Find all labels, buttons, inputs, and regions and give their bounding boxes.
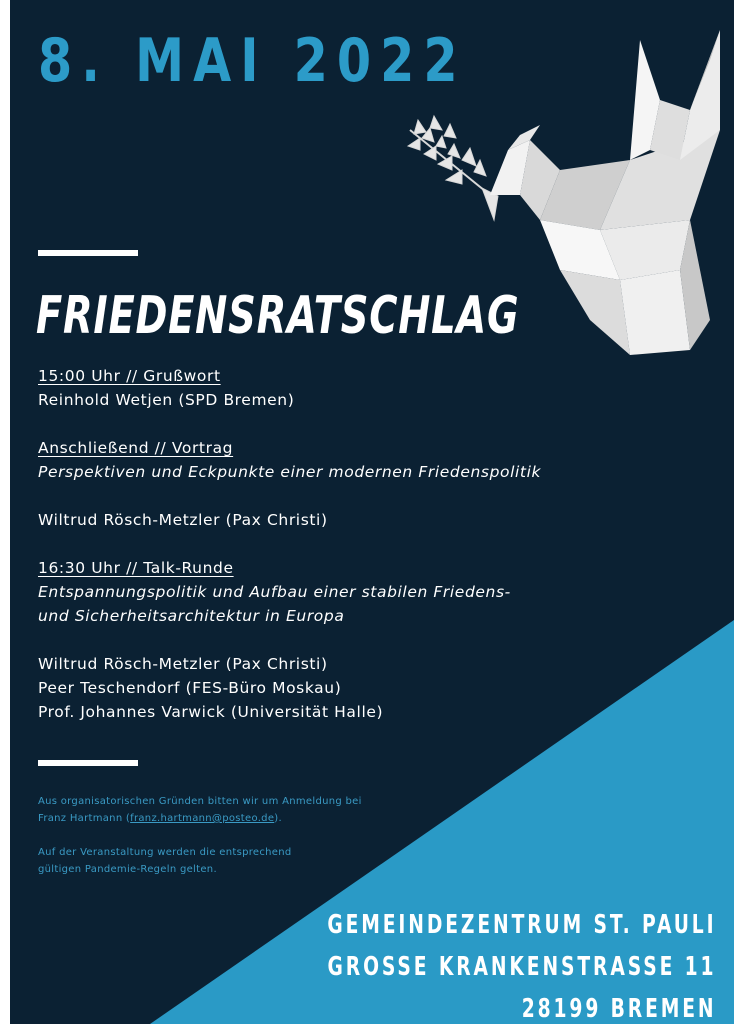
venue-name: GEMEINDEZENTRUM ST. PAULI: [326, 910, 716, 940]
agenda-item3-heading: 16:30 Uhr // Talk-Runde: [38, 559, 234, 577]
agenda-item1-speaker: Reinhold Wetjen (SPD Bremen): [38, 391, 295, 409]
venue-address: [176, 904, 716, 1024]
agenda-item3-topic-line2: und Sicherheitsarchitektur in Europa: [38, 607, 345, 625]
notes-line3: Auf der Veranstaltung werden die entsprechend: [38, 847, 292, 858]
divider-bar-bottom: [38, 760, 138, 766]
agenda-item2-heading: Anschließend // Vortrag: [38, 439, 234, 457]
venue-street: GROSSE KRANKENSTRASSE 11: [327, 952, 716, 982]
agenda-item2-topic: Perspektiven und Eckpunkte einer modernen Friedenspolitik: [38, 463, 542, 481]
notes-line4: gültigen Pandemie-Regeln gelten.: [38, 864, 217, 875]
olive-branch-icon: [408, 116, 498, 220]
poster: [10, 0, 734, 1024]
notes-line2: [38, 810, 458, 827]
notes-line2-suffix: ).: [274, 813, 282, 824]
agenda-item3-topic-line1: Entspannungspolitik und Aufbau einer stabilen Friedens-: [38, 583, 511, 601]
agenda: [38, 364, 658, 724]
agenda-item3-speaker: Peer Teschendorf (FES-Büro Moskau): [38, 679, 342, 697]
event-date: 8. MAI 2022: [38, 26, 467, 96]
email-link[interactable]: franz.hartmann@posteo.de: [130, 813, 275, 824]
agenda-item3-speaker: Prof. Johannes Varwick (Universität Halle): [38, 703, 384, 721]
venue-city: 28199 BREMEN: [521, 994, 716, 1024]
agenda-item2-speaker: Wiltrud Rösch-Metzler (Pax Christi): [38, 511, 328, 529]
registration-notes: [38, 793, 458, 878]
notes-line2-prefix: Franz Hartmann (: [38, 813, 131, 824]
agenda-item3-speaker: Wiltrud Rösch-Metzler (Pax Christi): [38, 655, 328, 673]
event-title: FRIEDENSRATSCHLAG: [36, 286, 520, 346]
agenda-item1-heading: 15:00 Uhr // Grußwort: [38, 367, 221, 385]
notes-line1: Aus organisatorischen Gründen bitten wir um Anmeldung bei: [38, 796, 362, 807]
divider-bar-top: [38, 250, 138, 256]
